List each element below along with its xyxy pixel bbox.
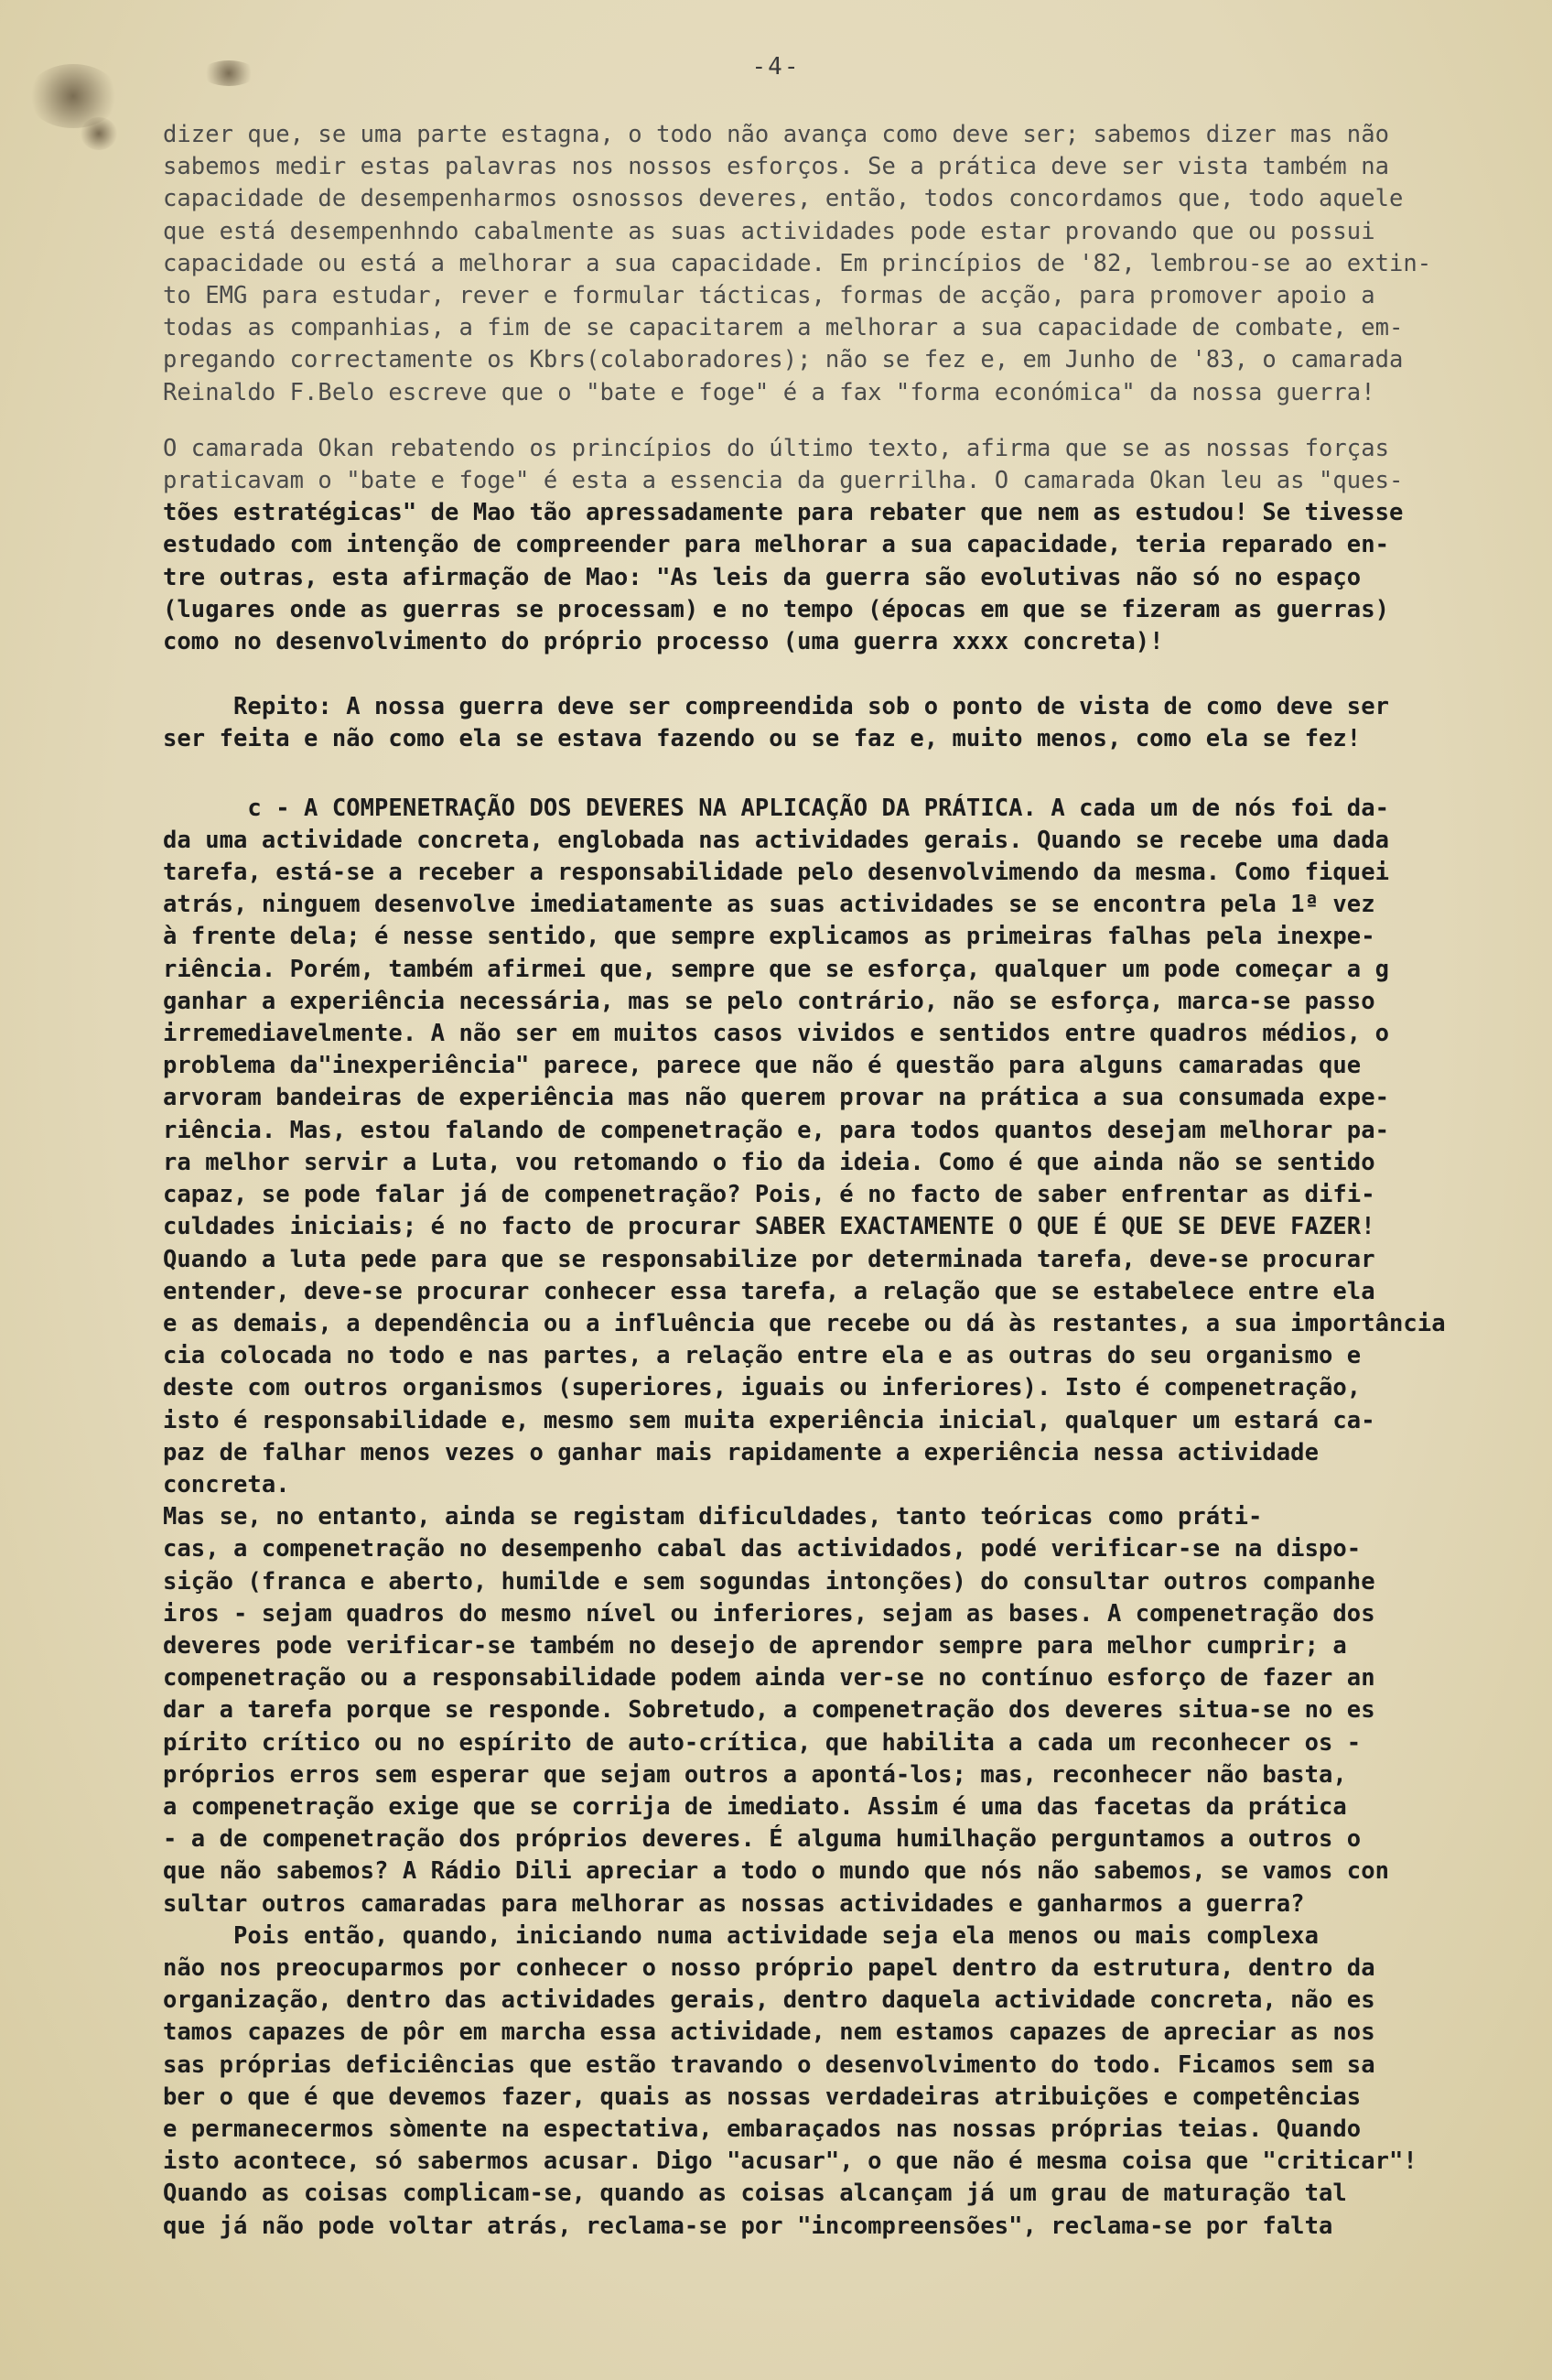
text-line: todas as companhias, a fim de se capacitarem a melhorar a sua capacidade de combate, em- [163,314,1404,342]
text-line: Pois então, quando, iniciando numa actividade seja ela menos ou mais complexa [163,1921,1319,1950]
text-line: ganhar a experiência necessária, mas se pelo contrário, não se esforça, marca-se passo [163,987,1375,1015]
text-line: próprios erros sem esperar que sejam outros a apontá-los; mas, reconhecer não basta, [163,1760,1347,1789]
text-line: tões estratégicas" de Mao tão apressadamente para rebater que nem as estudou! Se tivesse [163,499,1404,527]
text-line: sas próprias deficiências que estão travando o desenvolvimento do todo. Ficamos sem sa [163,2050,1375,2079]
text-line: Repito: A nossa guerra deve ser compreendida sob o ponto de vista de como deve ser [163,693,1389,721]
text-line: ber o que é que devemos fazer, quais as nossas verdadeiras atribuições e competências [163,2082,1362,2111]
text-line: riência. Porém, também afirmei que, sempre que se esforça, qualquer um pode começar a g [163,955,1389,983]
text-line: tarefa, está-se a receber a responsabilidade pelo desenvolvimendo da mesma. Como fiquei [163,859,1389,887]
text-line: Quando as coisas complicam-se, quando as coisas alcançam já um grau de maturação tal [163,2180,1347,2208]
paragraph [163,119,1508,409]
text-line: cia colocada no todo e nas partes, a relação entre ela e as outras do seu organismo e [163,1342,1362,1370]
text-line: sultar outros camaradas para melhorar as nossas actividades e ganharmos a guerra? [163,1889,1305,1918]
ink-stain [81,117,117,150]
text-line: sição (franca e aberto, humilde e sem sogundas intonções) do consultar outros companhe [163,1567,1375,1596]
paragraph [163,691,1508,755]
text-line: e permanecermos sòmente na espectativa, embaraçados nas nossas próprias teias. Quando [163,2115,1362,2143]
text-line: pregando correctamente os Kbrs(colaboradores); não se fez e, em Junho de '83, o camarada [163,346,1404,374]
text-line: tamos capazes de pôr em marcha essa actividade, nem estamos capazes de apreciar as nos [163,2018,1375,2047]
page-number: -4- [751,53,801,81]
text-line: isto acontece, só sabermos acusar. Digo "acusar", o que não é mesma coisa que "criticar"! [163,2147,1417,2176]
paragraph [163,1501,1508,1920]
text-line: que já não pode voltar atrás, reclama-se por "incompreensões", reclama-se por falta [163,2212,1333,2240]
text-line: dizer que, se uma parte estagna, o todo não avança como deve ser; sabemos dizer mas não [163,121,1389,148]
text-line: ser feita e não como ela se estava fazendo ou se faz e, muito menos, como ela se fez! [163,725,1362,753]
text-line: dar a tarefa porque se responde. Sobretudo, a compenetração dos deveres situa-se no es [163,1696,1375,1725]
text-line: iros - sejam quadros do mesmo nível ou inferiores, sejam as bases. A compenetração dos [163,1599,1375,1628]
text-line: culdades iniciais; é no facto de procurar SABER EXACTAMENTE O QUE É QUE SE DEVE FAZER! [163,1213,1375,1241]
text-line: atrás, ninguem desenvolve imediatamente as suas actividades se se encontra pela 1ª vez [163,891,1375,919]
text-line: como no desenvolvimento do próprio processo (uma guerra xxxx concreta)! [163,628,1164,656]
text-line: paz de falhar menos vezes o ganhar mais rapidamente a experiência nessa actividade [163,1438,1319,1466]
text-line: capacidade de desempenharmos osnossos deveres, então, todos concordamos que, todo aquele [163,185,1404,213]
text-line: Reinaldo F.Belo escreve que o "bate e foge" é a fax "forma económica" da nossa guerra! [163,378,1375,406]
text-line: cas, a compenetração no desempenho cabal das actividados, podé verificar-se na dispo- [163,1535,1362,1563]
text-line: que não sabemos? A Rádio Dili apreciar a todo o mundo que nós não sabemos, se vamos con [163,1857,1389,1886]
text-line: to EMG para estudar, rever e formular tácticas, formas de acção, para promover apoio a [163,282,1375,310]
text-line: sabemos medir estas palavras nos nossos esforços. Se a prática deve ser vista também na [163,153,1389,181]
document-body [163,119,1508,2243]
text-line: ra melhor servir a Luta, vou retomando o fio da ideia. Como é que ainda não se sentido [163,1148,1375,1176]
text-line: problema da"inexperiência" parece, parece que não é questão para alguns camaradas que [163,1052,1362,1080]
text-line: isto é responsabilidade e, mesmo sem muita experiência inicial, qualquer um estará ca- [163,1406,1375,1434]
text-line: entender, deve-se procurar conhecer essa tarefa, a relação que se estabelece entre ela [163,1277,1375,1305]
text-line: - a de compenetração dos próprios deveres. É alguma humilhação perguntamos a outros o [163,1825,1362,1854]
text-line: (lugares onde as guerras se processam) e no tempo (épocas em que se fizeram as guerras) [163,595,1389,623]
text-line: e as demais, a dependência ou a influência que recebe ou dá às restantes, a sua importância [163,1309,1446,1337]
text-line: deveres pode verificar-se também no desejo de aprendor sempre para melhor cumprir; a [163,1631,1347,1660]
text-line: c - A COMPENETRAÇÃO DOS DEVERES NA APLICAÇÃO DA PRÁTICA. A cada um de nós foi da- [163,794,1389,822]
text-line: deste com outros organismos (superiores, iguais ou inferiores). Isto é compenetração, [163,1374,1362,1402]
text-line: que está desempenhndo cabalmente as suas actividades pode estar provando que ou possui [163,217,1375,245]
paragraph [163,1920,1508,2243]
text-line: Quando a luta pede para que se responsabilize por determinada tarefa, deve-se procurar [163,1245,1375,1273]
text-line: arvoram bandeiras de experiência mas não querem provar na prática a sua consumada expe- [163,1084,1389,1112]
text-line: capaz, se pode falar já de compenetração? Pois, é no facto de saber enfrentar as difi- [163,1181,1375,1209]
text-line: praticavam o "bate e foge" é esta a essencia da guerrilha. O camarada Okan leu as "ques- [163,467,1404,495]
text-line: a compenetração exige que se corrija de imediato. Assim é uma das facetas da prática [163,1792,1347,1821]
text-line: pírito crítico ou no espírito de auto-crítica, que habilita a cada um reconhecer os - [163,1728,1362,1757]
text-line: Mas se, no entanto, ainda se registam dificuldades, tanto teóricas como práti- [163,1503,1263,1531]
text-line: irremediavelmente. A não ser em muitos casos vividos e sentidos entre quadros médios, o [163,1020,1389,1048]
text-line: organização, dentro das actividades gerais, dentro daquela actividade concreta, não es [163,1986,1375,2015]
text-line: estudado com intenção de compreender para melhorar a sua capacidade, teria reparado en- [163,531,1389,559]
text-line: capacidade ou está a melhorar a sua capacidade. Em princípios de '82, lembrou-se ao extin- [163,249,1432,277]
paragraph [163,433,1508,658]
text-line: tre outras, esta afirmação de Mao: "As leis da guerra são evolutivas não só no espaço [163,563,1362,591]
text-line: à frente dela; é nesse sentido, que sempre explicamos as primeiras falhas pela inexpe- [163,923,1375,951]
paragraph [163,793,1508,1501]
text-line: O camarada Okan rebatendo os princípios do último texto, afirma que se as nossas forças [163,434,1389,462]
text-line: concreta. [163,1470,290,1498]
text-line: não nos preocuparmos por conhecer o nosso próprio papel dentro da estrutura, dentro da [163,1953,1375,1982]
text-line: riência. Mas, estou falando de compenetração e, para todos quantos desejam melhorar pa- [163,1116,1389,1144]
text-line: compenetração ou a responsabilidade podem ainda ver-se no contínuo esforço de fazer an [163,1664,1375,1693]
text-line: da uma actividade concreta, englobada nas actividades gerais. Quando se recebe uma dada [163,826,1389,854]
